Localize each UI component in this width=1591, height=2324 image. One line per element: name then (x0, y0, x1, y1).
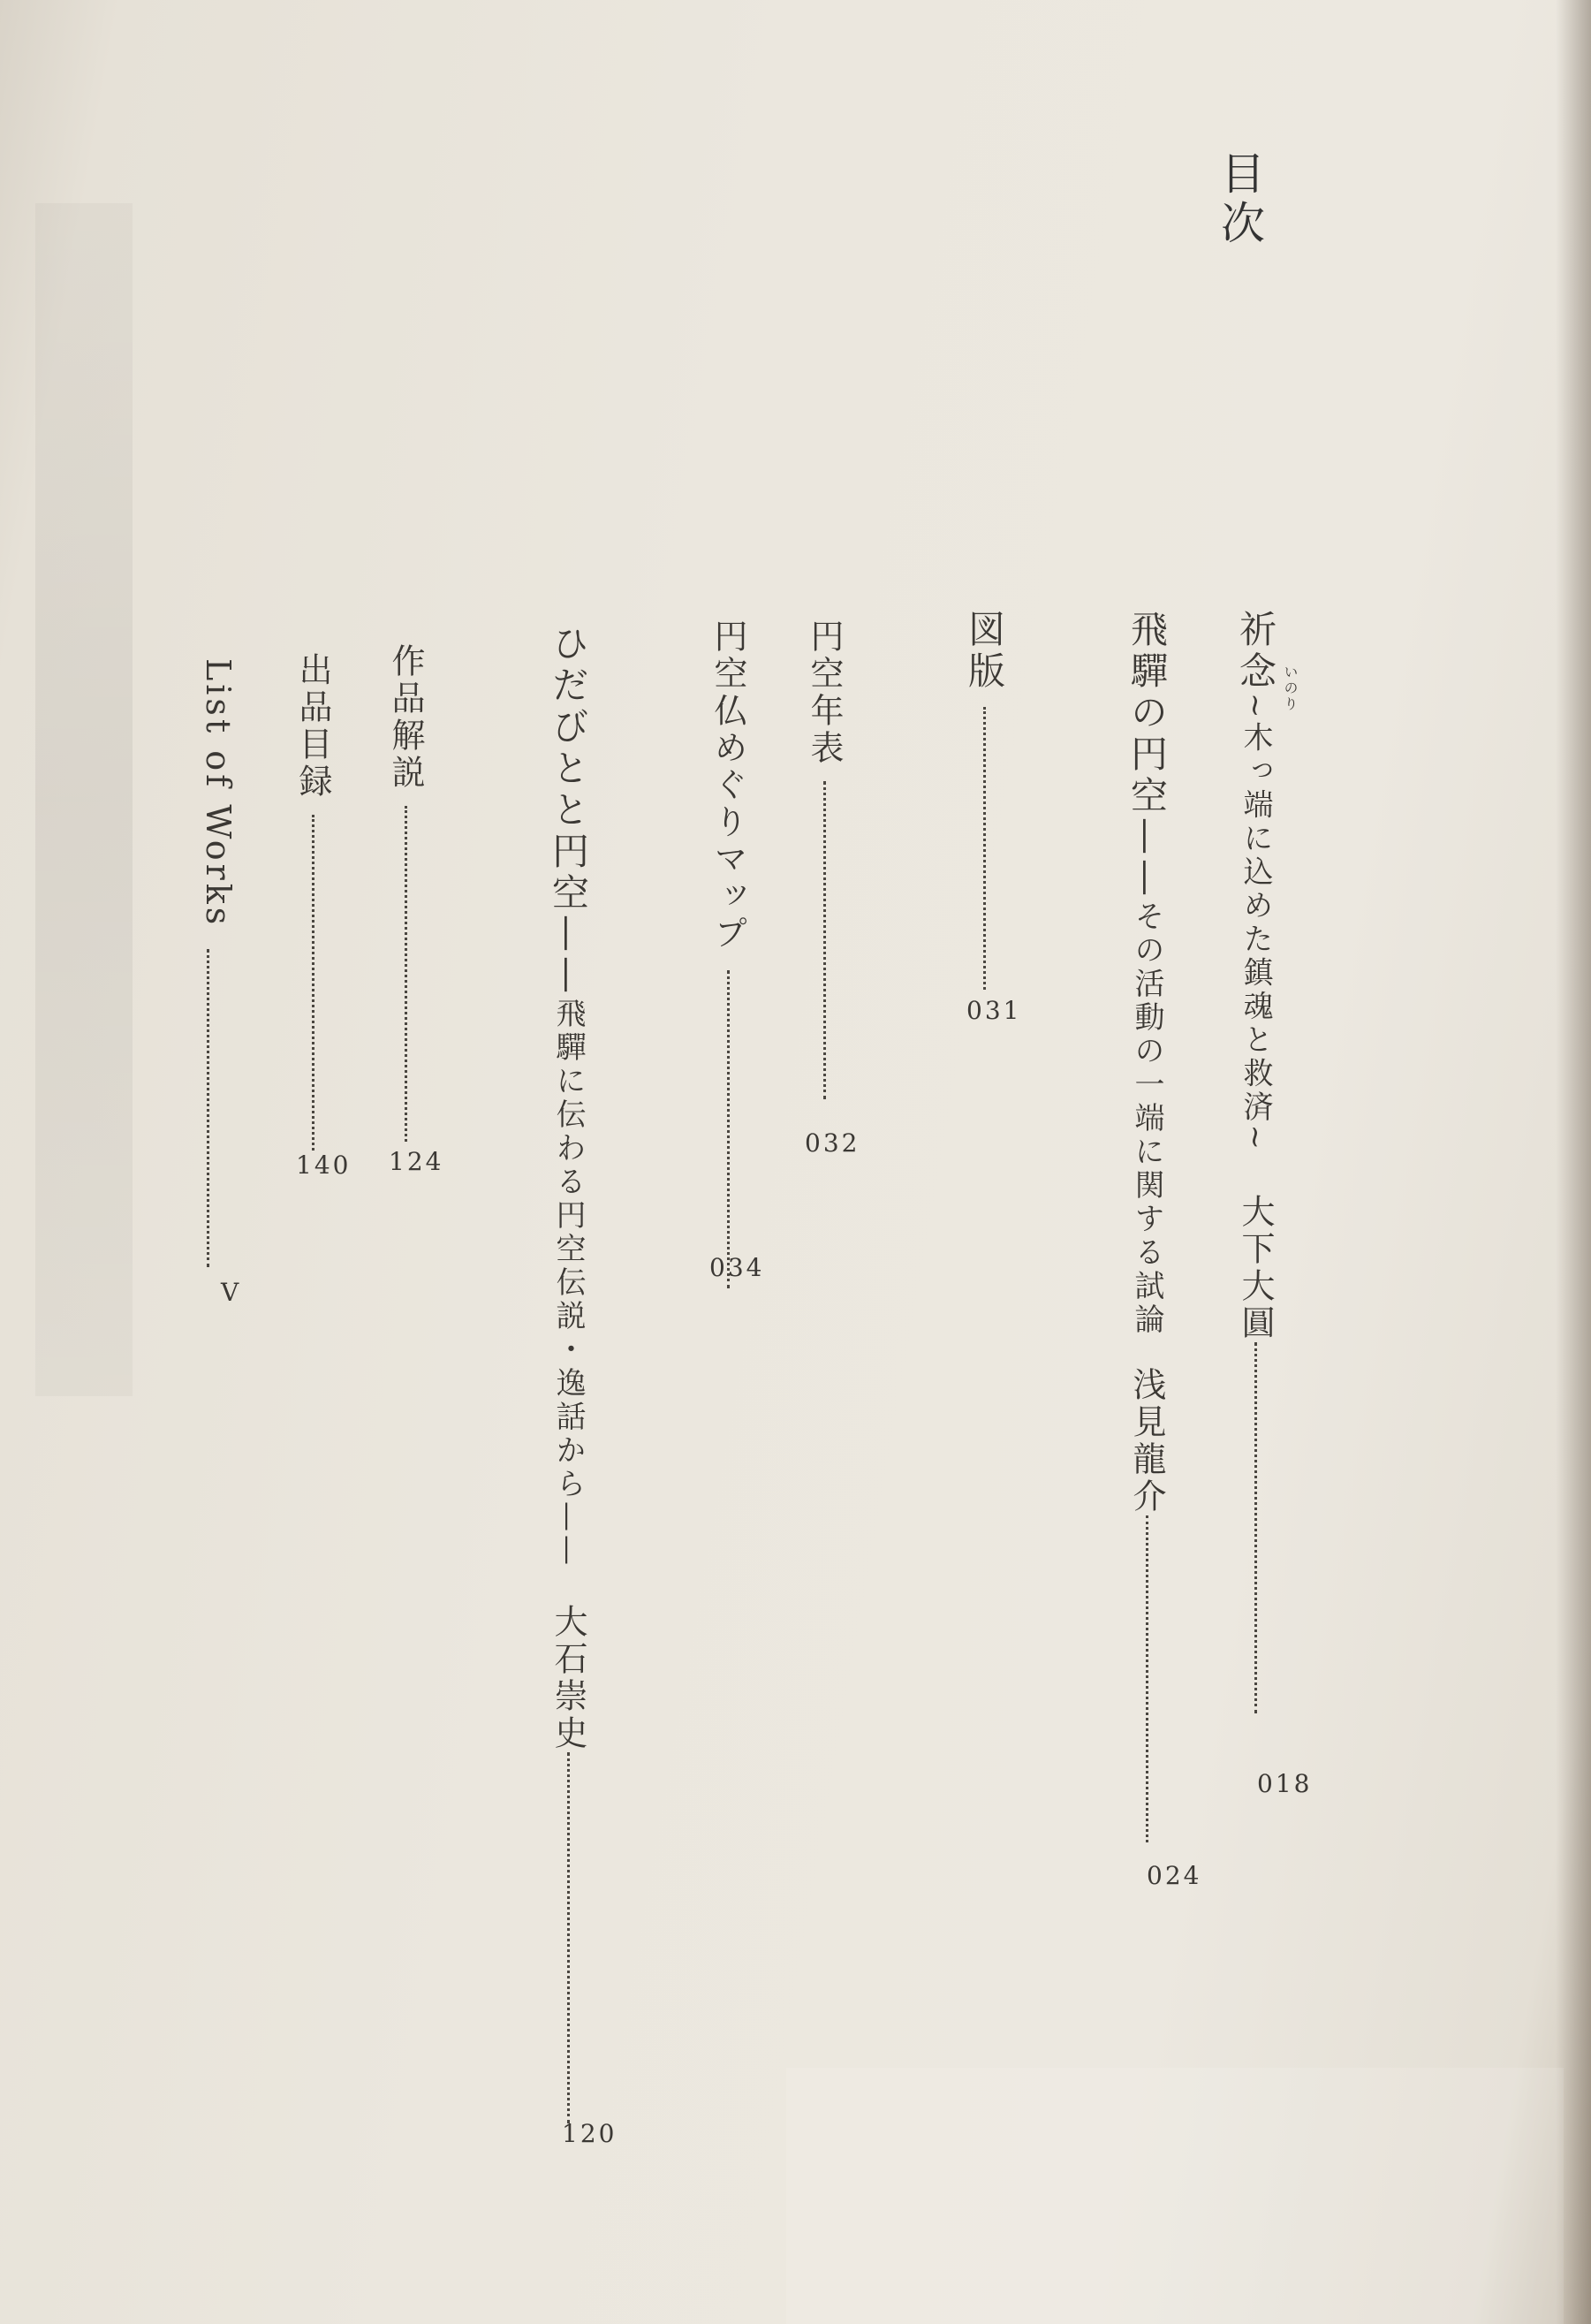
toc-entry-8[interactable] (293, 652, 332, 1151)
entry-title: List of Works (199, 658, 238, 929)
entry-title: 円空仏めぐりマップ (708, 619, 747, 953)
entry-dash: —— (1125, 817, 1169, 900)
entry-page-number: 031 (966, 996, 1022, 1025)
leader-dots (207, 949, 209, 1267)
entry-subtitle: 飛驒に伝わる円空伝説・逸話から—— (550, 998, 586, 1568)
entry-page-number: 034 (709, 1253, 765, 1282)
leader-dots (405, 806, 407, 1142)
entry-page-number: 120 (562, 2119, 617, 2148)
show-through-text (35, 203, 133, 1396)
entry-page-number: 024 (1147, 1861, 1202, 1890)
entry-author: 大石崇史 (549, 1604, 587, 1752)
leader-dots (567, 1752, 570, 2123)
entry-dash: —— (547, 915, 590, 998)
toc-title: 目次 (1214, 150, 1265, 249)
entry-title: 飛驒の円空 (1125, 610, 1169, 817)
entry-title: 出品目録 (293, 652, 332, 801)
toc-entry-9[interactable] (199, 658, 238, 1267)
toc-entry-7[interactable] (386, 643, 425, 1142)
entry-page-number: 124 (389, 1147, 444, 1176)
book-spine-shadow (1556, 0, 1591, 2324)
toc-entry-4[interactable] (805, 619, 844, 1099)
leader-dots (312, 815, 314, 1151)
leader-dots (823, 781, 826, 1099)
toc-entry-3[interactable] (963, 610, 1006, 990)
entry-ruby: いのり (1282, 665, 1299, 712)
entry-page-number: 140 (296, 1151, 352, 1180)
entry-title: ひだびとと円空 (547, 624, 590, 915)
toc-entry-1[interactable] (1234, 610, 1277, 1713)
entry-author: 浅見龍介 (1127, 1367, 1166, 1515)
entry-title: 祈念 (1234, 610, 1277, 693)
leader-dots (1254, 1342, 1257, 1713)
page-light-patch (786, 2068, 1564, 2324)
entry-title: 図版 (963, 610, 1006, 693)
toc-entry-2[interactable] (1125, 610, 1169, 1842)
leader-dots (983, 707, 986, 990)
toc-entry-6[interactable] (547, 624, 590, 2123)
entry-page-number: 032 (805, 1128, 860, 1158)
leader-dots (727, 970, 730, 1288)
entry-page-number: V (221, 1278, 242, 1307)
entry-subtitle: その活動の一端に関する試論 (1129, 900, 1164, 1337)
entry-page-number: 018 (1257, 1769, 1313, 1798)
entry-title: 円空年表 (805, 619, 844, 767)
entry-subtitle: ~木っ端に込めた鎮魂と救済~ (1238, 693, 1273, 1153)
entry-title: 作品解説 (386, 643, 425, 792)
toc-entry-5[interactable] (708, 619, 747, 1288)
entry-author: 大下大圓 (1236, 1193, 1275, 1342)
leader-dots (1146, 1515, 1148, 1842)
